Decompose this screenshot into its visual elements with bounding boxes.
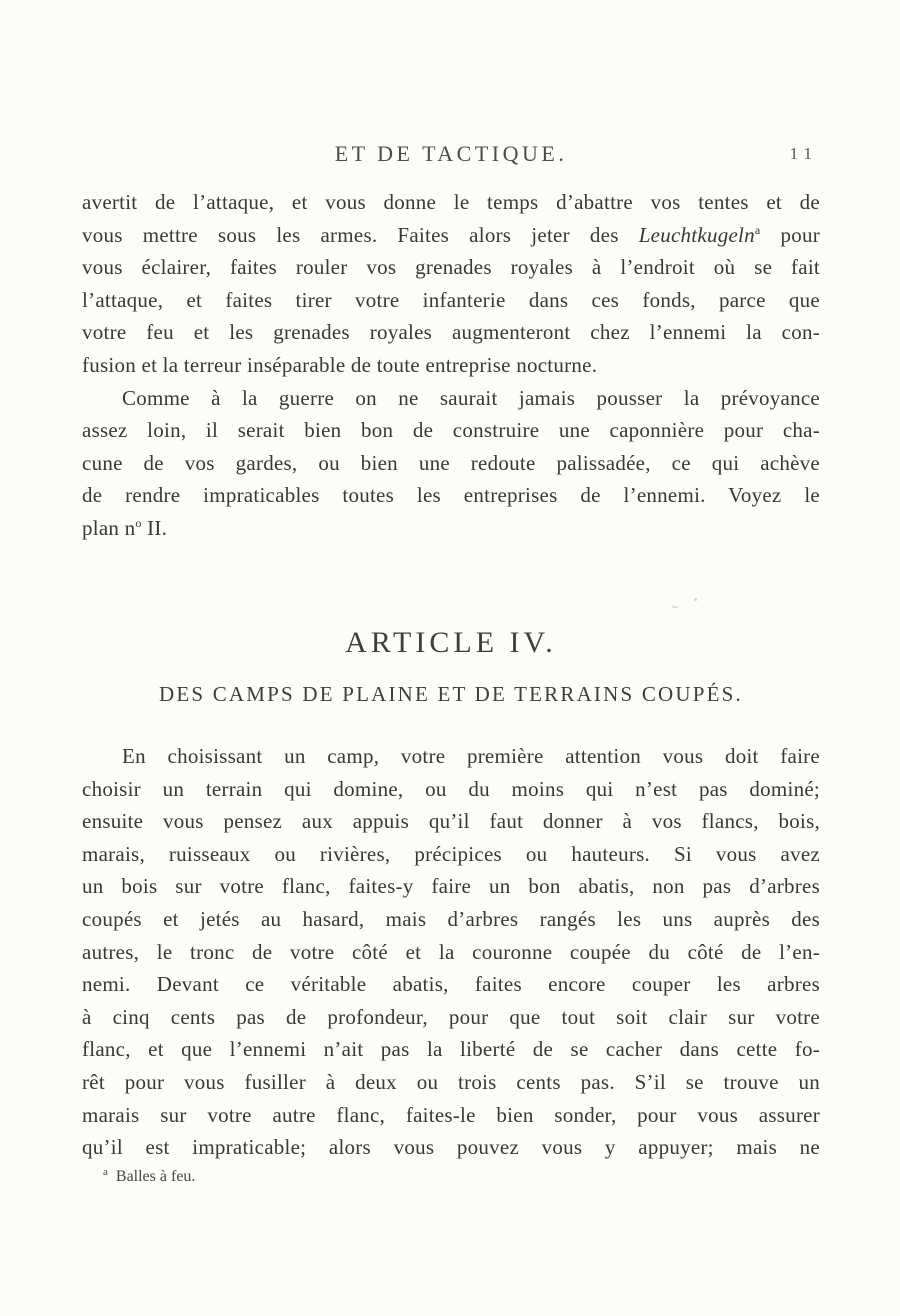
page-number: 11 <box>789 144 818 163</box>
text-line: avertit de l’attaque, et vous donne le temps d’abattre vos tentes et de <box>82 190 820 214</box>
article-heading: ARTICLE IV. <box>345 626 557 659</box>
text-line: nemi. Devant ce véritable abatis, faites encore couper les arbres <box>82 972 820 997</box>
footnote-text: Balles à feu. <box>115 1168 196 1185</box>
paragraph <box>82 740 820 1164</box>
scan-artifact <box>694 598 697 601</box>
text-line: Comme à la guerre on ne saurait jamais pousser la prévoyance <box>122 385 820 410</box>
text-line: cune de vos gardes, ou bien une redoute palissadée, ce qui achève <box>82 450 820 475</box>
text-line: ensuite vous pensez aux appuis qu’il faut donner à vos flancs, bois, <box>82 809 820 834</box>
text-line: vous éclairer, faites rouler vos grenades royales à l’endroit où se fait <box>82 255 820 280</box>
running-header-title: ET DE TACTIQUE. <box>334 141 568 166</box>
scan-artifact <box>672 605 678 608</box>
text-line: à cinq cents pas de profondeur, pour que tout soit clair sur votre <box>82 1004 820 1029</box>
text-line: vous mettre sous les armes. Faites alors jeter des Leuchtkugeln$^a$ pour <box>82 222 820 247</box>
article-subheading: DES CAMPS DE PLAINE ET DE TERRAINS COUPÉS. <box>158 682 743 706</box>
text-line: assez loin, il serait bien bon de construire une caponnière pour cha- <box>82 418 820 443</box>
text-line: l’attaque, et faites tirer votre infanterie dans ces fonds, parce que <box>82 287 820 312</box>
text-line: un bois sur votre flanc, faites-y faire un bon abatis, non pas d’arbres <box>82 874 820 899</box>
text-line: votre feu et les grenades royales augmenteront chez l’ennemi la con- <box>82 320 820 345</box>
text-block-lower <box>82 740 820 1164</box>
text-line: qu’il est impraticable; alors vous pouvez vous y appuyer; mais ne <box>82 1135 820 1160</box>
text-line: En choisissant un camp, votre première attention vous doit faire <box>122 744 820 768</box>
text-line: plan $n^o$ II. <box>82 515 168 540</box>
running-header <box>82 141 820 169</box>
footnote-reference: o <box>135 515 142 530</box>
text-line: de rendre impraticables toutes les entreprises de l’ennemi. Voyez le <box>82 483 820 508</box>
text-line: flanc, et que l’ennemi n’ait pas la liberté de se cacher dans cette fo- <box>82 1037 820 1062</box>
text-line: choisir un terrain qui domine, ou du moins qui n’est pas dominé; <box>82 776 820 801</box>
footnote-reference: a <box>754 222 761 237</box>
text-line: coupés et jetés au hasard, mais d’arbres rangés les uns auprès des <box>82 906 820 931</box>
paragraph <box>82 186 820 382</box>
footnote <box>103 1165 196 1186</box>
text-line: fusion et la terreur inséparable de toute entreprise nocturne. <box>82 352 598 377</box>
text-block-upper <box>82 186 820 545</box>
text-line: marais, ruisseaux ou rivières, précipices ou hauteurs. Si vous avez <box>82 841 820 866</box>
text-line: rêt pour vous fusiller à deux ou trois cents pas. S’il se trouve un <box>82 1069 820 1094</box>
text-line: autres, le tronc de votre côté et la couronne coupée du côté de l’en- <box>82 939 820 964</box>
text-line: marais sur votre autre flanc, faites-le bien sonder, pour vous assurer <box>82 1102 820 1127</box>
paragraph <box>82 382 820 545</box>
footnote-marker: a <box>103 1165 108 1178</box>
